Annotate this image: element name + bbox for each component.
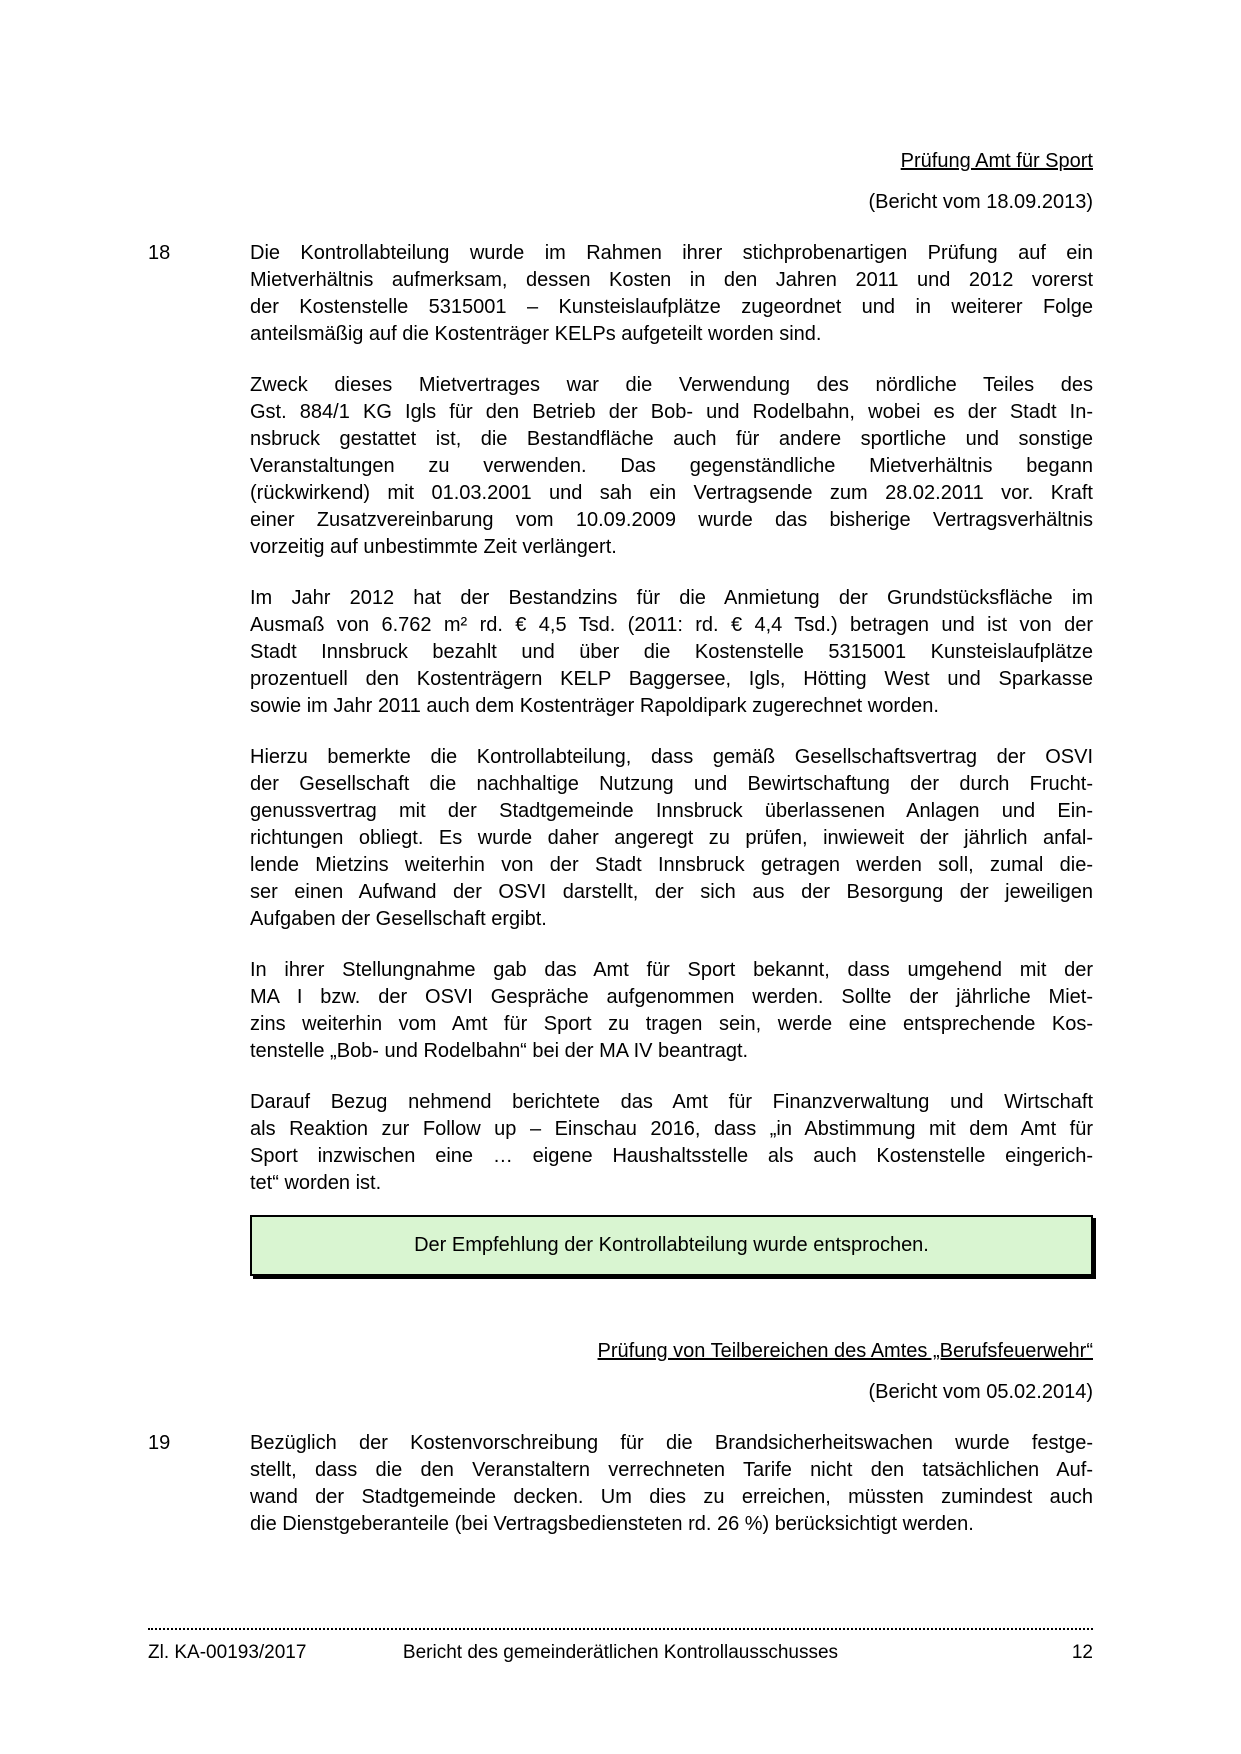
document-content — [148, 148, 1093, 1538]
paragraph-line: ser einen Aufwand der OSVI darstellt, der sich aus der Besorgung der jeweiligen — [250, 881, 1093, 903]
footer-page-number: 12 — [1071, 1642, 1093, 1663]
paragraph-line: Mietverhältnis aufmerksam, dessen Kosten in den Jahren 2011 und 2012 vorerst — [250, 269, 1093, 291]
paragraph — [250, 1430, 1093, 1538]
item-number: 18 — [148, 242, 171, 264]
report-section — [148, 1338, 1093, 1538]
paragraph-line: zins weiterhin vom Amt für Sport zu tragen sein, werde eine entsprechende Kos- — [250, 1013, 1093, 1035]
paragraph — [250, 1089, 1093, 1197]
paragraph-line: anteilsmäßig auf die Kostenträger KELPs aufgeteilt worden sind. — [250, 323, 822, 345]
paragraph — [250, 372, 1093, 561]
paragraph-line: lende Mietzins weiterhin von der Stadt Innsbruck getragen werden soll, zumal die- — [250, 854, 1093, 876]
recommendation-text: Der Empfehlung der Kontrollabteilung wurde entsprochen. — [414, 1234, 929, 1256]
paragraph-line: Darauf Bezug nehmend berichtete das Amt für Finanzverwaltung und Wirtschaft — [250, 1091, 1093, 1113]
paragraph-line: der Kostenstelle 5315001 – Kunsteislaufplätze zugeordnet und in weiterer Folge — [250, 296, 1093, 318]
paragraph-line: Ausmaß von 6.762 m² rd. € 4,5 Tsd. (2011: rd. € 4,4 Tsd.) betragen und ist von der — [250, 614, 1093, 636]
paragraph-line: prozentuell den Kostenträgern KELP Baggersee, Igls, Hötting West und Sparkasse — [250, 668, 1093, 690]
paragraph-line: MA I bzw. der OSVI Gespräche aufgenommen werden. Sollte der jährliche Miet- — [250, 986, 1093, 1008]
paragraph — [250, 744, 1093, 933]
paragraph — [250, 240, 1093, 348]
paragraph-line: Veranstaltungen zu verwenden. Das gegenständliche Mietverhältnis begann — [250, 455, 1093, 477]
paragraph-line: Bezüglich der Kostenvorschreibung für die Brandsicherheitswachen wurde festge- — [250, 1432, 1093, 1454]
paragraph — [250, 957, 1093, 1065]
item-body — [250, 1430, 1093, 1538]
paragraph-line: einer Zusatzvereinbarung vom 10.09.2009 wurde das bisherige Vertragsverhältnis — [250, 509, 1093, 531]
report-section — [148, 148, 1093, 1276]
paragraph-line: vorzeitig auf unbestimmte Zeit verlängert. — [250, 536, 617, 558]
paragraph — [250, 585, 1093, 720]
paragraph-line: Stadt Innsbruck bezahlt und über die Kostenstelle 5315001 Kunsteislaufplätze — [250, 641, 1093, 663]
paragraph-line: die Dienstgeberanteile (bei Vertragsbediensteten rd. 26 %) berücksichtigt werden. — [250, 1513, 974, 1535]
section-heading: Prüfung von Teilbereichen des Amtes „Berufsfeuerwehr“ — [597, 1340, 1093, 1362]
paragraph-line: Im Jahr 2012 hat der Bestandzins für die Anmietung der Grundstücksfläche im — [250, 587, 1093, 609]
item-number: 19 — [148, 1432, 171, 1454]
paragraph-line: (rückwirkend) mit 01.03.2001 und sah ein Vertragsende zum 28.02.2011 vor. Kraft — [250, 482, 1093, 504]
numbered-item — [148, 1430, 1093, 1538]
paragraph-line: wand der Stadtgemeinde decken. Um dies zu erreichen, müssten zumindest auch — [250, 1486, 1093, 1508]
paragraph-line: Sport inzwischen eine … eigene Haushaltsstelle als auch Kostenstelle eingerich- — [250, 1145, 1093, 1167]
recommendation-box — [250, 1215, 1093, 1276]
footer-title: Bericht des gemeinderätlichen Kontrollausschusses — [402, 1642, 839, 1663]
footer-reference: Zl. KA-00193/2017 — [148, 1642, 307, 1663]
page-footer — [148, 1628, 1093, 1665]
paragraph-line: Hierzu bemerkte die Kontrollabteilung, dass gemäß Gesellschaftsvertrag der OSVI — [250, 746, 1093, 768]
paragraph-line: tet“ worden ist. — [250, 1172, 382, 1194]
paragraph-line: Zweck dieses Mietvertrages war die Verwendung des nördliche Teiles des — [250, 374, 1093, 396]
paragraph-line: stellt, dass die den Veranstaltern verrechneten Tarife nicht den tatsächlichen Auf- — [250, 1459, 1093, 1481]
paragraph-line: sowie im Jahr 2011 auch dem Kostenträger Rapoldipark zugerechnet worden. — [250, 695, 939, 717]
paragraph-line: tenstelle „Bob- und Rodelbahn“ bei der MA IV beantragt. — [250, 1040, 749, 1062]
paragraph-line: Die Kontrollabteilung wurde im Rahmen ihrer stichprobenartigen Prüfung auf ein — [250, 242, 1093, 264]
paragraph-line: genussvertrag mit der Stadtgemeinde Innsbruck überlassenen Anlagen und Ein- — [250, 800, 1093, 822]
paragraph-line: als Reaktion zur Follow up – Einschau 2016, dass „in Abstimmung mit dem Amt für — [250, 1118, 1093, 1140]
paragraph-line: der Gesellschaft die nachhaltige Nutzung und Bewirtschaftung der durch Frucht- — [250, 773, 1093, 795]
report-date: (Bericht vom 05.02.2014) — [868, 1381, 1093, 1403]
item-body — [250, 240, 1093, 1197]
paragraph-line: richtungen obliegt. Es wurde daher angeregt zu prüfen, inwieweit der jährlich anfal- — [250, 827, 1093, 849]
section-heading: Prüfung Amt für Sport — [900, 150, 1093, 172]
paragraph-line: In ihrer Stellungnahme gab das Amt für Sport bekannt, dass umgehend mit der — [250, 959, 1093, 981]
report-date: (Bericht vom 18.09.2013) — [868, 191, 1093, 213]
paragraph-line: Aufgaben der Gesellschaft ergibt. — [250, 908, 547, 930]
paragraph-line: nsbruck gestattet ist, die Bestandfläche auch für andere sportliche und sonstige — [250, 428, 1093, 450]
paragraph-line: Gst. 884/1 KG Igls für den Betrieb der Bob- und Rodelbahn, wobei es der Stadt In- — [250, 401, 1093, 423]
numbered-item — [148, 240, 1093, 1197]
